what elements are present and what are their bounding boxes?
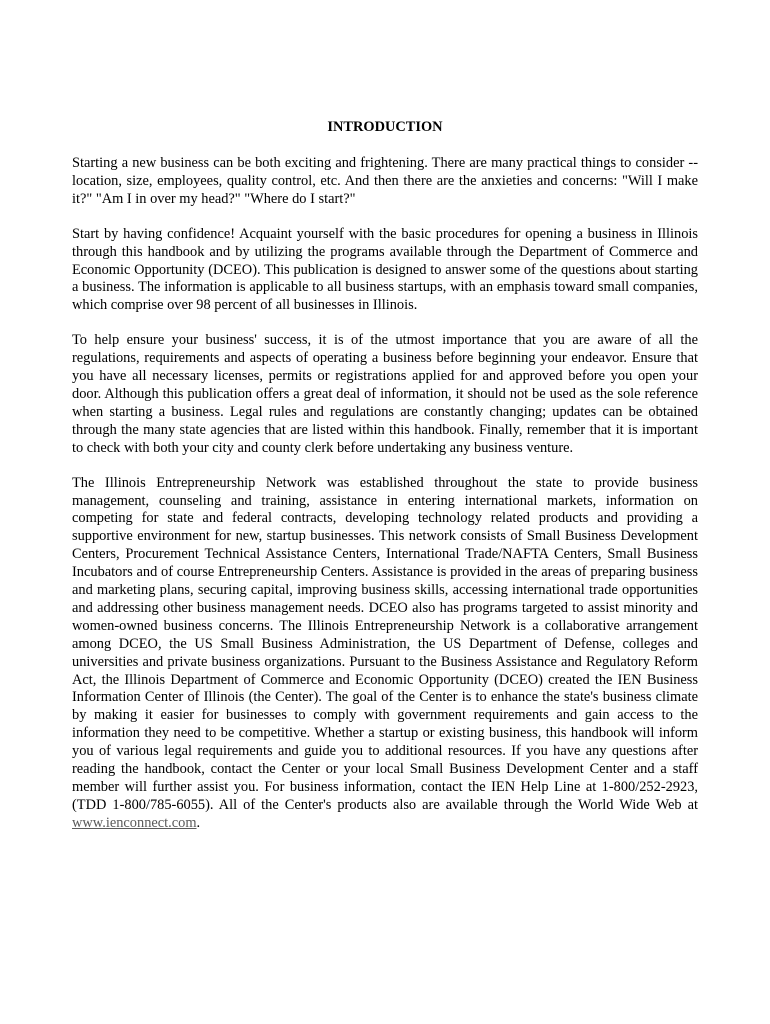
ienconnect-link[interactable]: www.ienconnect.com bbox=[72, 814, 197, 831]
page-title: INTRODUCTION bbox=[327, 119, 443, 135]
paragraph-network-end: . bbox=[196, 814, 201, 831]
paragraph-network-text: The Illinois Entrepreneurship Network was established throughout the state to provide business management, counseling and training, assistance in entering international markets, information on competing for state and federal contracts, developing technology related products and providing a supportive environment for new, startup businesses. This network consists of Small Business Development Centers, Procurement Technical Assistance Centers, International Trade/NAFTA Centers, Small Business Incubators and of course Entrepreneurship Centers. Assistance is provided in the areas of preparing business and marketing plans, securing capital, improving business skills, accessing international trade opportunities and addressing other business management needs. DCEO also has programs targeted to assist minority and women-owned business concerns. The Illinois Entrepreneurship Network is a collaborative arrangement among DCEO, the US Small Business Administration, the US Department of Defense, colleges and universities and private business organizations. Pursuant to the Business Assistance and Regulatory Reform Act, the Illinois Department of Commerce and Economic Opportunity (DCEO) created the IEN Business Information Center of Illinois (the Center). The goal of the Center is to enhance the state's business climate by making it easier for businesses to comply with government requirements and gain access to the information they need to be competitive. Whether a startup or existing business, this handbook will inform you of various legal requirements and guide you to additional resources. If you have any questions after reading the handbook, contact the Center or your local Small Business Development Center and a staff member will further assist you. For business information, contact the IEN Help Line at 1-800/252-2923, (TDD 1-800/785-6055). All of the Center's products also are available through the World Wide Web at bbox=[72, 474, 698, 813]
paragraph-confidence: Start by having confidence! Acquaint yourself with the basic procedures for opening a business in Illinois through this handbook and by utilizing the programs available through the Department of Commerce and Economic Opportunity (DCEO). This publication is designed to answer some of the questions about starting a business. The information is applicable to all business startups, with an emphasis toward small companies, which comprise over 98 percent of all businesses in Illinois. bbox=[72, 225, 698, 314]
paragraph-intro: Starting a new business can be both exciting and frightening. There are many practical things to consider -- location, size, employees, quality control, etc. And then there are the anxieties and concerns: "Will I make it?" "Am I in over my head?" "Where do I start?" bbox=[72, 155, 698, 207]
paragraph-success: To help ensure your business' success, it is of the utmost importance that you are aware of all the regulations, requirements and aspects of operating a business before beginning your endeavor. Ensure that you have all necessary licenses, permits or registrations applied for and approved before you open your door. Although this publication offers a great deal of information, it should not be used as the sole reference when starting a business. Legal rules and regulations are constantly changing; updates can be obtained through the many state agencies that are listed within this handbook. Finally, remember that it is important to check with both your city and county clerk before undertaking any business venture. bbox=[72, 332, 698, 456]
paragraph-network bbox=[72, 475, 698, 833]
document-body bbox=[72, 117, 698, 850]
